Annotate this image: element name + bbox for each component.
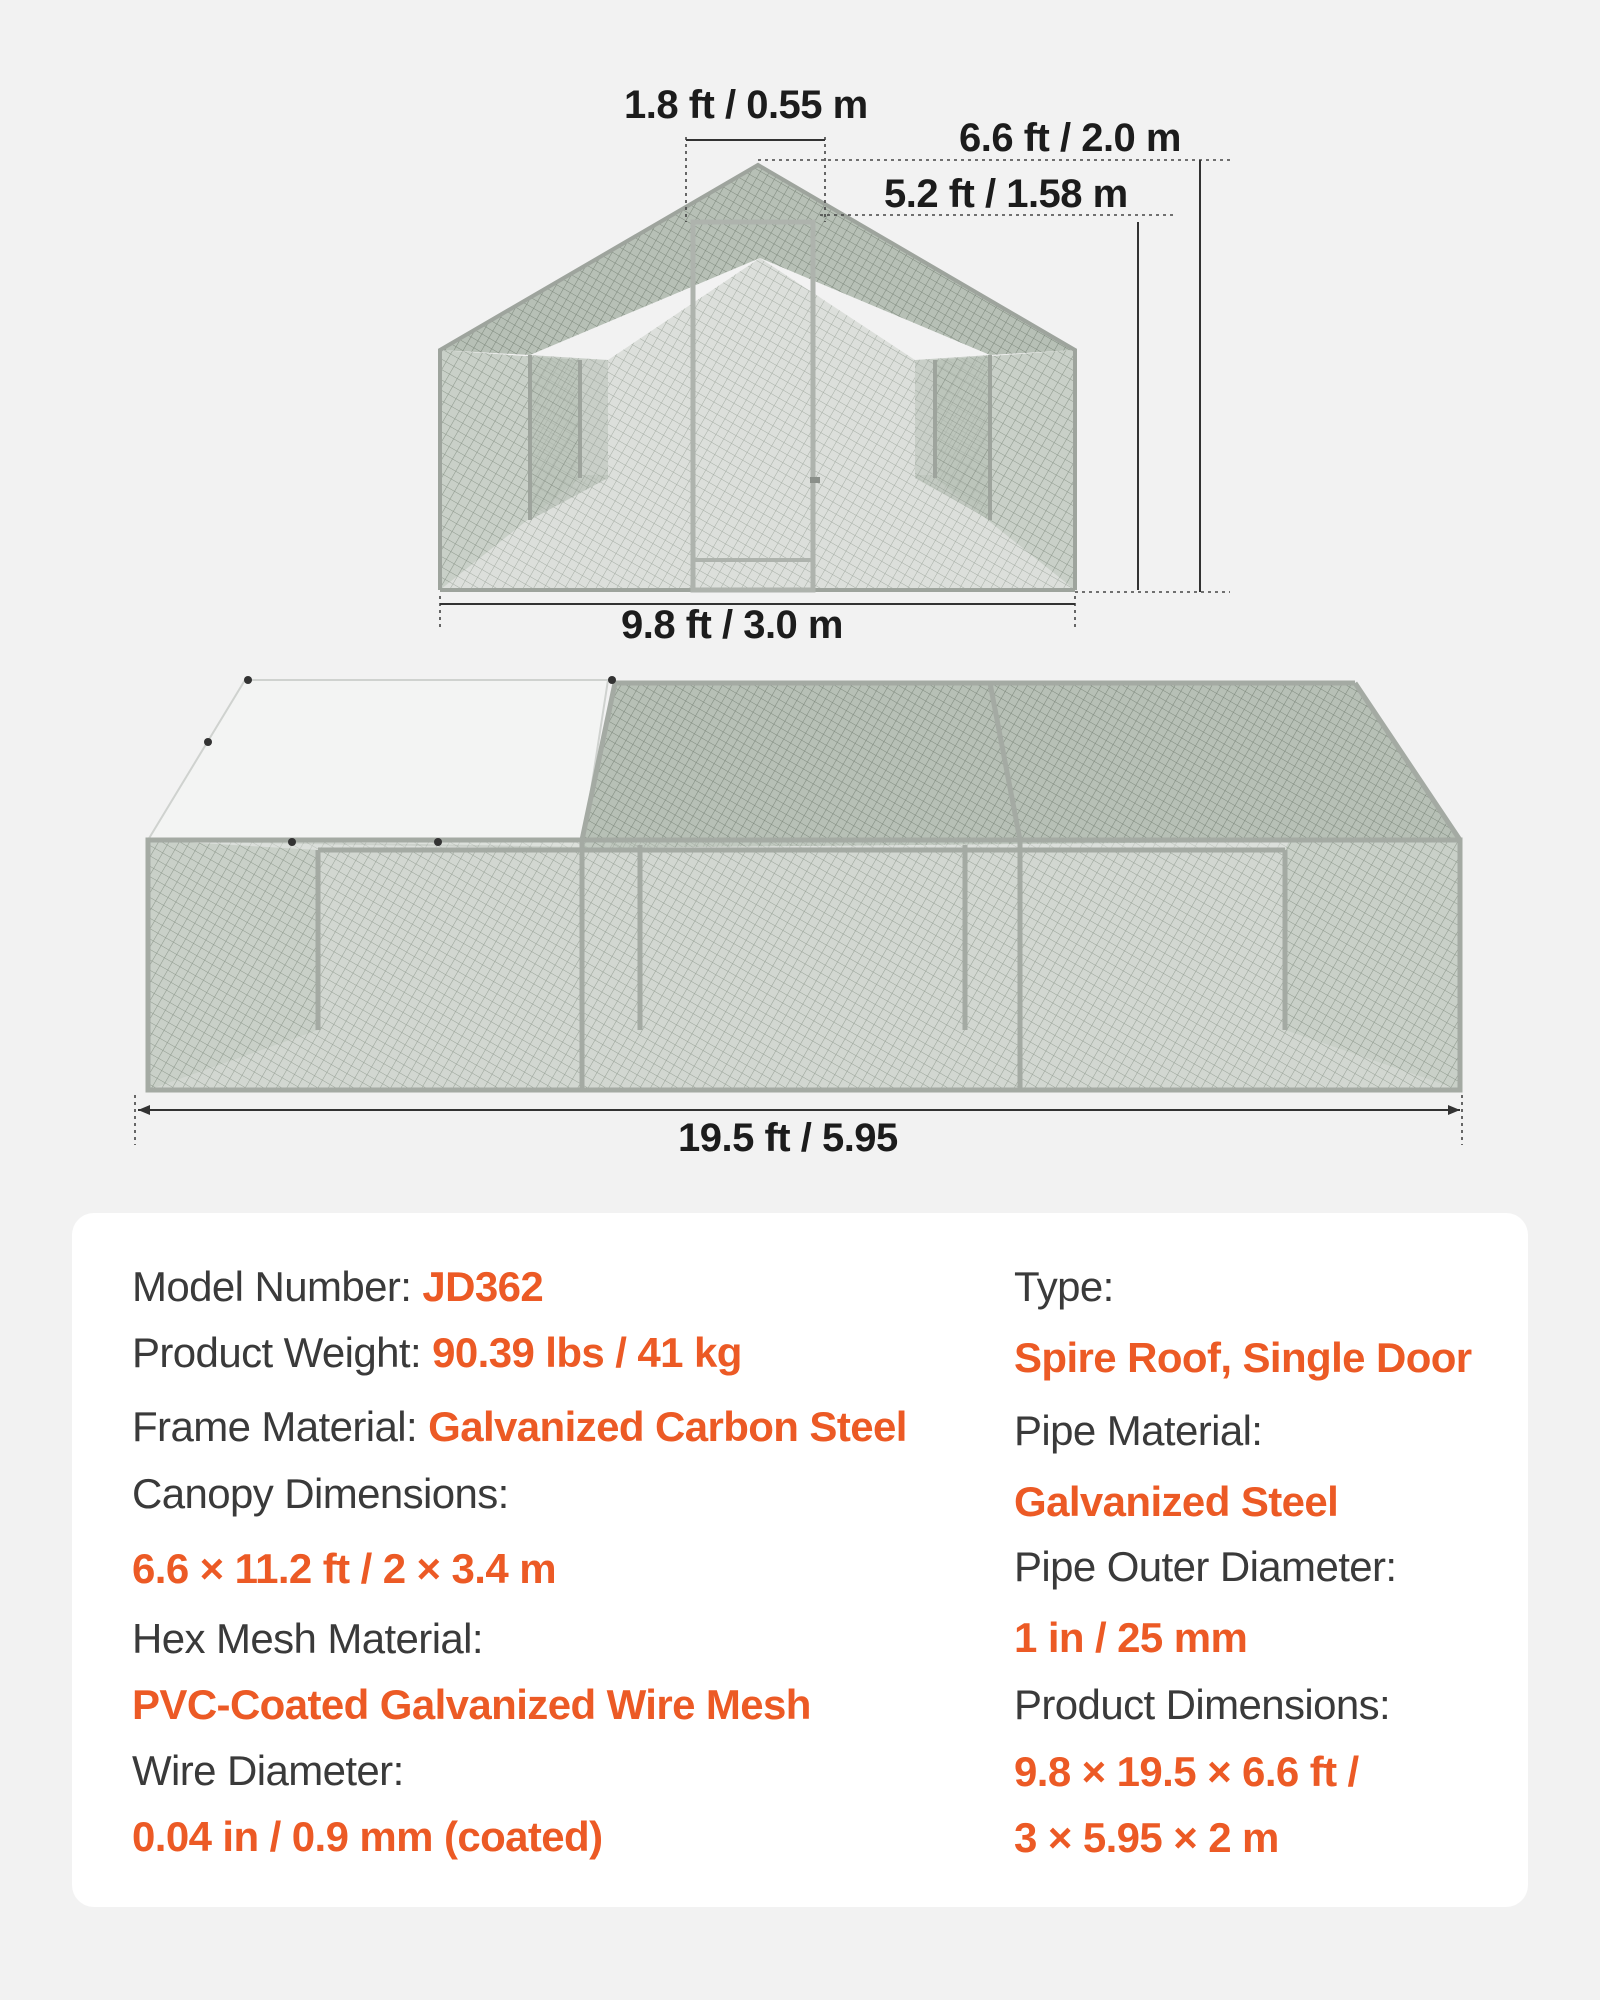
wire-diameter-value: 0.04 in / 0.9 mm (coated) [132, 1813, 603, 1860]
type-label: Type: [1014, 1263, 1114, 1310]
total-height-label: 6.6 ft / 2.0 m [959, 116, 1181, 160]
pipe-material-value: Galvanized Steel [1014, 1478, 1339, 1525]
side-roof-mesh [582, 683, 1460, 848]
product-dimensions-label: Product Dimensions: [1014, 1681, 1391, 1728]
type-value: Spire Roof, Single Door [1014, 1334, 1472, 1381]
door-width-label: 1.8 ft / 0.55 m [624, 83, 868, 127]
pipe-outer-diameter-value: 1 in / 25 mm [1014, 1614, 1248, 1661]
model-number-value: JD362 [422, 1263, 544, 1310]
frame-material-label: Frame Material: [132, 1403, 418, 1450]
canopy-dimensions-value: 6.6 × 11.2 ft / 2 × 3.4 m [132, 1545, 556, 1592]
canopy-cover [148, 680, 608, 848]
product-weight-value: 90.39 lbs / 41 kg [432, 1329, 742, 1376]
width-label: 9.8 ft / 3.0 m [621, 603, 843, 647]
canopy-dimensions-label: Canopy Dimensions: [132, 1470, 509, 1517]
pipe-material-label: Pipe Material: [1014, 1407, 1263, 1454]
model-number-label: Model Number: [132, 1263, 412, 1310]
hex-mesh-material-value: PVC-Coated Galvanized Wire Mesh [132, 1681, 811, 1728]
product-weight-label: Product Weight: [132, 1329, 422, 1376]
product-dimensions-value-line2: 3 × 5.95 × 2 m [1014, 1814, 1279, 1861]
frame-material-row [132, 1403, 907, 1450]
model-number-row [132, 1263, 544, 1310]
side-height-label: 5.2 ft / 1.58 m [884, 172, 1128, 216]
hex-mesh-material-label: Hex Mesh Material: [132, 1615, 483, 1662]
side-front-wall [148, 840, 1460, 1090]
wire-diameter-label: Wire Diameter: [132, 1747, 404, 1794]
length-label: 19.5 ft / 5.95 [678, 1116, 898, 1160]
product-weight-row [132, 1329, 742, 1376]
side-view [135, 676, 1462, 1145]
product-dimensions-value-line1: 9.8 × 19.5 × 6.6 ft / [1014, 1748, 1359, 1795]
pipe-outer-diameter-label: Pipe Outer Diameter: [1014, 1543, 1397, 1590]
frame-material-value: Galvanized Carbon Steel [428, 1403, 907, 1450]
